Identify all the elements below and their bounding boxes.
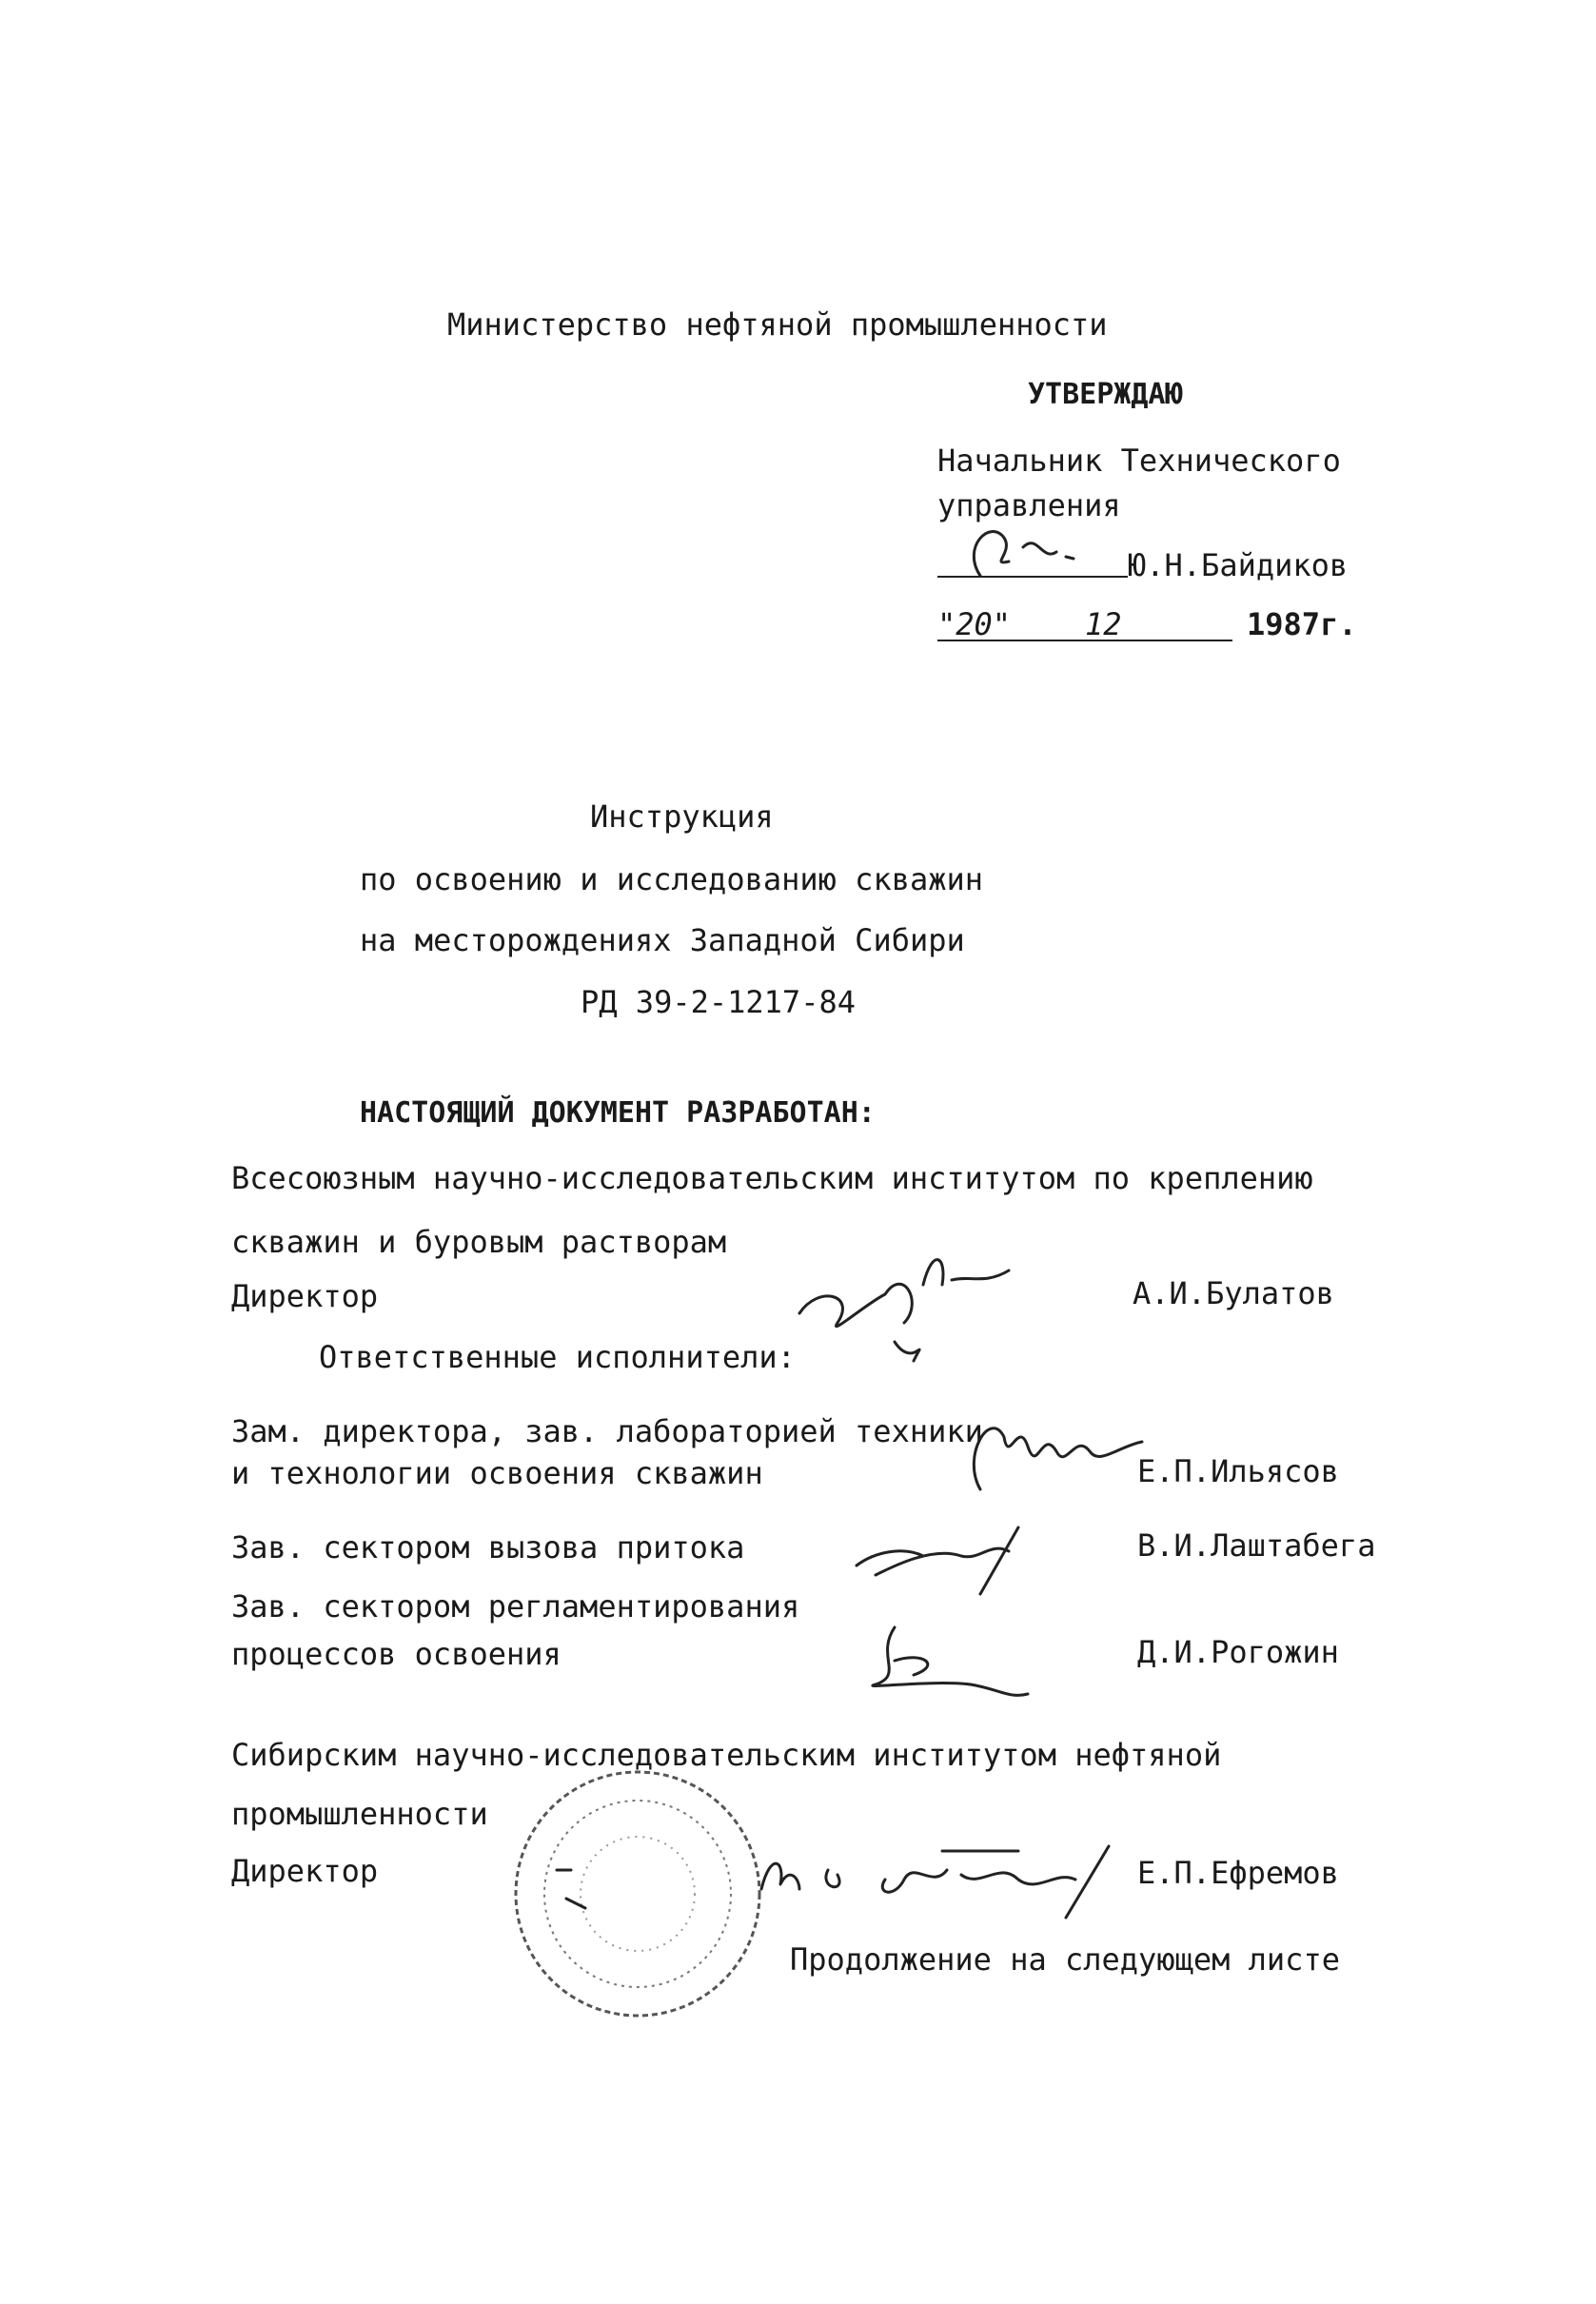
responsible-heading: Ответственные исполнители:	[319, 1339, 796, 1375]
executive-3-role-line1: Зав. сектором регламентирования	[231, 1588, 800, 1625]
approval-date-year: 1987г.	[1247, 606, 1357, 642]
approval-position-line1: Начальник Технического	[937, 443, 1341, 479]
official-stamp	[500, 1756, 776, 2032]
approval-signatory: Ю.Н.Байдиков	[1128, 547, 1349, 583]
executive-1-role-line1: Зам. директора, зав. лабораторией техники	[231, 1413, 983, 1449]
ministry-header: Министерство нефтяной промышленности	[447, 306, 1108, 343]
executive-2-signature	[837, 1499, 1056, 1604]
org1-line1: Всесоюзным научно-исследовательским институтом по креплению	[231, 1160, 1313, 1196]
org2-line2: промышленности	[231, 1796, 488, 1832]
approval-title: УТВЕРЖДАЮ	[1028, 378, 1183, 411]
document-code: РД 39-2-1217-84	[581, 984, 856, 1020]
executive-1-role-line2: и технологии освоения скважин	[231, 1455, 763, 1491]
org1-director-label: Директор	[231, 1278, 379, 1314]
org2-director-label: Директор	[231, 1853, 379, 1889]
approval-date-month: 12	[1085, 606, 1122, 642]
org2-director-name: Е.П.Ефремов	[1137, 1855, 1339, 1891]
org2-director-signature	[742, 1813, 1123, 1927]
document-subtitle-line1: по освоению и исследованию скважин	[360, 861, 984, 897]
org1-director-name: А.И.Булатов	[1133, 1275, 1334, 1311]
continuation-note: Продолжение на следующем листе	[790, 1941, 1340, 1978]
executive-2-name: В.И.Лаштабега	[1137, 1527, 1376, 1564]
executive-3-name: Д.И.Рогожин	[1137, 1634, 1339, 1670]
org1-director-signature	[780, 1228, 1066, 1380]
executive-3-role-line2: процессов освоения	[231, 1636, 562, 1672]
document-subtitle-line2: на месторождениях Западной Сибири	[360, 922, 965, 958]
executive-3-signature	[837, 1608, 1056, 1713]
approval-position-line2: управления	[937, 487, 1121, 523]
org2-line1: Сибирским научно-исследовательским институтом нефтяной	[231, 1737, 1222, 1773]
approval-date-line	[937, 640, 1232, 641]
executive-1-signature	[952, 1399, 1161, 1504]
developed-heading: НАСТОЯЩИЙ ДОКУМЕНТ РАЗРАБОТАН:	[360, 1096, 876, 1130]
executive-2-role-line1: Зав. сектором вызова притока	[231, 1529, 745, 1566]
approval-date-day: "20"	[937, 606, 1012, 642]
document-title: Инструкция	[590, 798, 774, 835]
org1-line2: скважин и буровым растворам	[231, 1224, 727, 1260]
executive-1-name: Е.П.Ильясов	[1137, 1453, 1339, 1489]
approval-signature	[952, 509, 1123, 585]
